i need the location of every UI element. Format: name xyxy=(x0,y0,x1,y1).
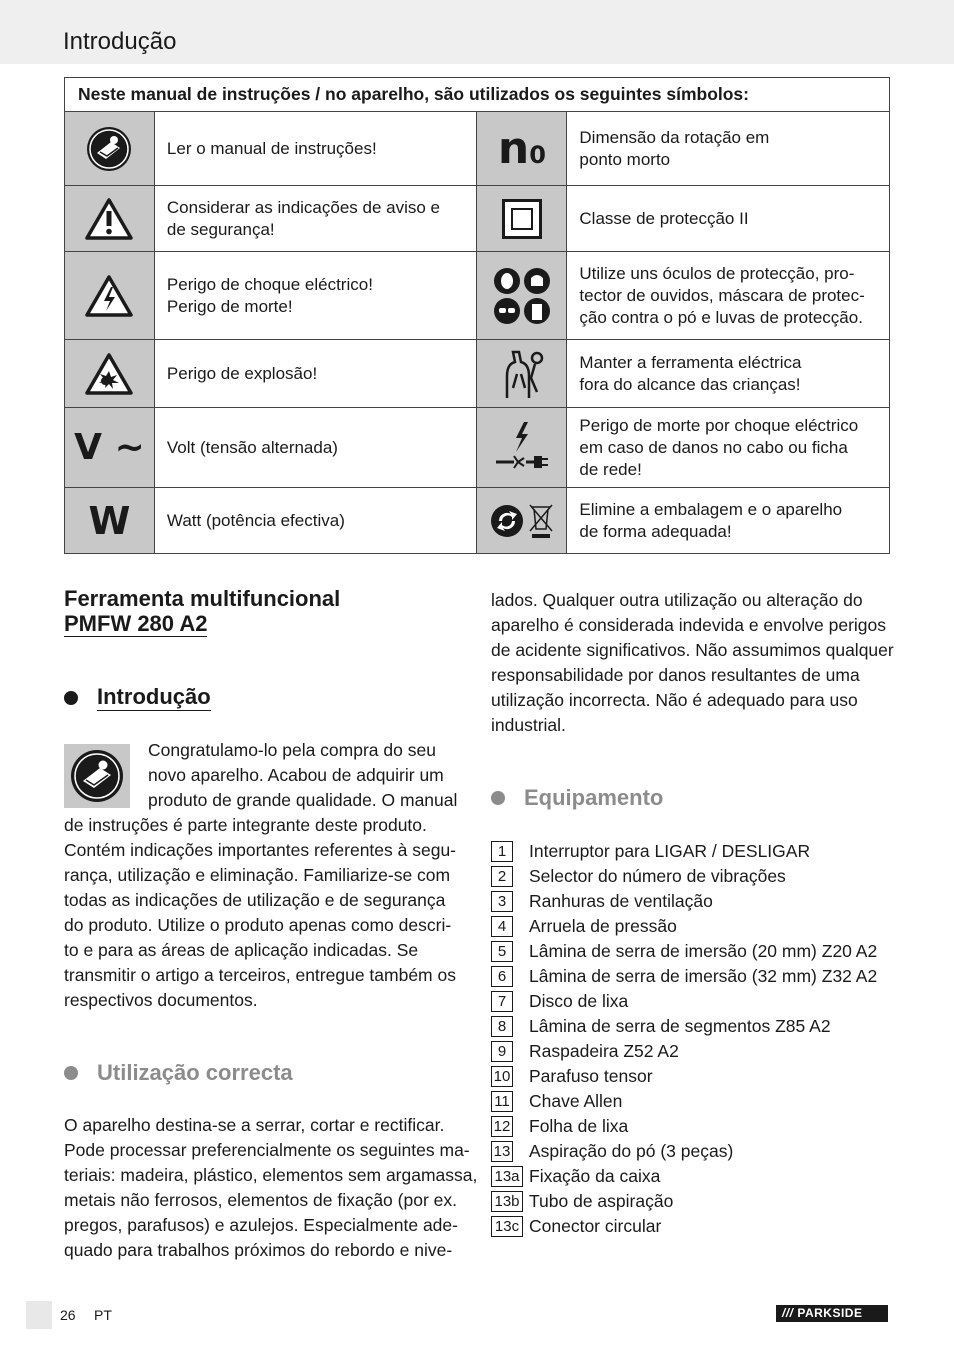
list-item xyxy=(491,1039,877,1064)
list-item xyxy=(491,1064,877,1089)
item-label: Folha de lixa xyxy=(529,1116,629,1136)
list-item xyxy=(491,1089,877,1114)
item-number: 12 xyxy=(491,1116,513,1137)
item-number: 5 xyxy=(491,941,513,962)
list-item xyxy=(491,839,877,864)
recycling-disposal-icon xyxy=(477,488,567,554)
table-row xyxy=(65,186,890,252)
page-title: Introdução xyxy=(63,28,177,55)
bullet-dot-icon xyxy=(491,791,505,805)
table-row xyxy=(65,252,890,340)
item-label: Chave Allen xyxy=(529,1091,623,1111)
section-heading-equipment: Equipamento xyxy=(491,785,663,811)
item-number: 13a xyxy=(491,1166,523,1187)
symbol-description: Watt (potência efectiva) xyxy=(154,488,477,554)
equipment-list xyxy=(491,839,877,1239)
symbol-description: Perigo de choque eléctrico! Perigo de morte! xyxy=(154,252,477,340)
list-item xyxy=(491,1189,877,1214)
list-item xyxy=(491,914,877,939)
item-number: 13 xyxy=(491,1141,513,1162)
bullet-dot-icon xyxy=(64,1066,78,1080)
symbols-table-heading: Neste manual de instruções / no aparelho, são utilizados os seguintes símbolos: xyxy=(65,78,890,112)
item-label: Lâmina de serra de segmentos Z85 A2 xyxy=(529,1016,831,1036)
symbol-description: Dimensão da rotação em ponto morto xyxy=(567,112,890,186)
table-row xyxy=(65,488,890,554)
item-label: Lâmina de serra de imersão (20 mm) Z20 A2 xyxy=(529,941,878,961)
intro-paragraph-wrap: Congratulamo-lo pela compra do seu novo aparelho. Acabou de adquirir um produto de grande qualidade. O manual xyxy=(148,740,458,810)
list-item xyxy=(491,939,877,964)
item-label: Parafuso tensor xyxy=(529,1066,653,1086)
table-row xyxy=(65,340,890,408)
protective-equipment-icon xyxy=(477,252,567,340)
damaged-cable-danger-icon xyxy=(477,408,567,488)
electric-shock-warning-icon xyxy=(65,252,155,340)
footer-page-marker xyxy=(26,1301,52,1329)
item-number: 2 xyxy=(491,866,513,887)
item-number: 9 xyxy=(491,1041,513,1062)
intro-paragraph: de instruções é parte integrante deste produto. Contém indicações importantes referentes à segu- rança, utilização e eliminação. Familiarize-se com todas as indicações de utilização e de segurança do produto. Utilize o produto apenas como descri- to e para as áreas de aplicação indicadas. Se transmitir o artigo a terceiros, entregue também os respectivos documentos. xyxy=(64,815,457,1010)
item-number: 10 xyxy=(491,1066,513,1087)
list-item xyxy=(491,1014,877,1039)
item-number: 8 xyxy=(491,1016,513,1037)
symbol-description: Considerar as indicações de aviso e de segurança! xyxy=(154,186,477,252)
section-heading-intro: Introdução xyxy=(64,684,211,711)
item-label: Fixação da caixa xyxy=(529,1166,661,1186)
symbol-description: Ler o manual de instruções! xyxy=(154,112,477,186)
bullet-dot-icon xyxy=(64,691,78,705)
item-label: Arruela de pressão xyxy=(529,916,677,936)
list-item xyxy=(491,964,877,989)
usage-paragraph-continued: lados. Qualquer outra utilização ou alteração do aparelho é considerada indevida e envolve perigos de acidente significativos. Não assumimos qualquer responsabilidade por danos resultantes de uma utilização incorrecta. Não é adequado para uso industrial. xyxy=(491,590,894,735)
item-label: Tubo de aspiração xyxy=(529,1191,674,1211)
list-item xyxy=(491,1214,877,1239)
watt-icon: W xyxy=(65,488,155,554)
symbol-description: Perigo de explosão! xyxy=(154,340,477,408)
table-row xyxy=(65,112,890,186)
list-item xyxy=(491,1139,877,1164)
symbol-description: Perigo de morte por choque eléctrico em caso de danos no cabo ou ficha de rede! xyxy=(567,408,890,488)
item-number: 4 xyxy=(491,916,513,937)
list-item xyxy=(491,864,877,889)
item-label: Lâmina de serra de imersão (32 mm) Z32 A2 xyxy=(529,966,878,986)
warning-triangle-icon xyxy=(65,186,155,252)
explosion-warning-icon xyxy=(65,340,155,408)
item-label: Disco de lixa xyxy=(529,991,629,1011)
product-title-line1: Ferramenta multifuncional xyxy=(64,586,341,611)
item-number: 6 xyxy=(491,966,513,987)
manual-book-icon xyxy=(65,112,155,186)
item-label: Interruptor para LIGAR / DESLIGAR xyxy=(529,841,811,861)
table-row xyxy=(65,408,890,488)
item-number: 3 xyxy=(491,891,513,912)
symbol-description: Elimine a embalagem e o aparelho de forma adequada! xyxy=(567,488,890,554)
product-title-line2: PMFW 280 A2 xyxy=(64,611,208,636)
symbol-description: Classe de protecção II xyxy=(567,186,890,252)
no-load-speed-icon: n0 xyxy=(477,112,567,186)
section-heading-usage: Utilização correcta xyxy=(64,1060,293,1086)
list-item xyxy=(491,1164,877,1189)
list-item xyxy=(491,1114,877,1139)
parkside-logo: /// PARKSIDE xyxy=(776,1305,888,1322)
symbol-description: Utilize uns óculos de protecção, pro- tector de ouvidos, máscara de protec- ção contra o pó e luvas de protecção. xyxy=(567,252,890,340)
language-code: PT xyxy=(94,1307,112,1323)
item-label: Ranhuras de ventilação xyxy=(529,891,713,911)
page-number: 26 xyxy=(60,1307,76,1323)
item-number: 13b xyxy=(491,1191,523,1212)
volt-ac-icon: V ~ xyxy=(65,408,155,488)
manual-book-icon xyxy=(64,744,130,808)
protection-class-ii-icon xyxy=(477,186,567,252)
item-label: Raspadeira Z52 A2 xyxy=(529,1041,679,1061)
item-label: Conector circular xyxy=(529,1216,662,1236)
item-label: Aspiração do pó (3 peças) xyxy=(529,1141,734,1161)
product-title xyxy=(64,586,340,637)
symbol-description: Volt (tensão alternada) xyxy=(154,408,477,488)
item-number: 7 xyxy=(491,991,513,1012)
list-item xyxy=(491,889,877,914)
symbols-table xyxy=(64,77,890,554)
item-number: 13c xyxy=(491,1216,523,1237)
item-number: 1 xyxy=(491,841,513,862)
symbol-description: Manter a ferramenta eléctrica fora do alcance das crianças! xyxy=(567,340,890,408)
list-item xyxy=(491,989,877,1014)
item-number: 11 xyxy=(491,1091,513,1112)
keep-away-children-icon xyxy=(477,340,567,408)
usage-paragraph: O aparelho destina-se a serrar, cortar e rectificar. Pode processar preferencialmente os seguintes ma- teriais: madeira, plástico, elementos sem argamassa, metais não ferrosos, elementos de fixação (por ex. pregos, parafusos) e azulejos. Especialmente ade- quado para trabalhos próximos do rebordo e nive- xyxy=(64,1115,478,1260)
item-label: Selector do número de vibrações xyxy=(529,866,786,886)
